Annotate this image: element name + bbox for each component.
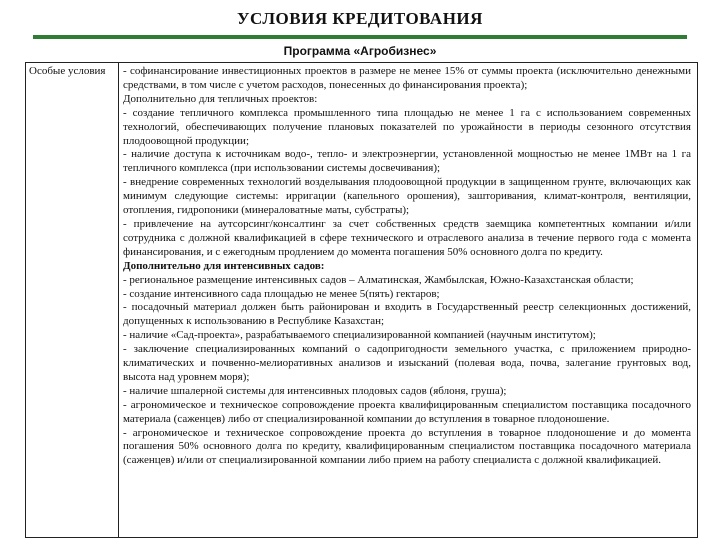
conditions-table xyxy=(25,62,698,538)
condition-line: - софинансирование инвестиционных проектов в размере не менее 15% от суммы проекта (исключительно денежными средствами, в том числе с учетом расходов, понесенных до финансирования проекта); xyxy=(123,65,691,91)
condition-line: - заключение специализированных компаний о садопригодности земельного участка, с приложением природно-климатических и почвенно-мелиоративных анализов и изысканий (полевая вода, почва, залегание грунтовых вод, высота над уровнем моря); xyxy=(123,343,691,383)
title-underline xyxy=(33,35,687,39)
condition-line: - наличие шпалерной системы для интенсивных плодовых садов (яблоня, груша); xyxy=(123,384,507,397)
condition-line: - создание тепличного комплекса промышленного типа площадью не менее 1 га с использованием современных технологий, обеспечивающих получение плановых показателей по урожайности в периоды сезонного отсутствия плодоовощной продукции; xyxy=(123,106,691,147)
conditions-content xyxy=(123,65,691,468)
condition-line: Дополнительно для тепличных проектов: xyxy=(123,92,318,105)
section-heading: Дополнительно для интенсивных садов: xyxy=(123,259,325,272)
condition-line: - региональное размещение интенсивных садов – Алматинская, Жамбылская, Южно-Казахстанская области; xyxy=(123,273,634,286)
condition-line: - агрономическое и техническое сопровождение проекта квалифицированным специалистом поставщика посадочного материала (саженцев) либо от специализированной компании до вступления в товарное плодоношение. xyxy=(123,398,691,425)
row-label: Особые условия xyxy=(29,65,106,77)
program-subtitle: Программа «Агробизнес» xyxy=(283,44,437,58)
page-title: УСЛОВИЯ КРЕДИТОВАНИЯ xyxy=(237,9,483,28)
condition-line: - привлечение на аутсорсинг/консалтинг за счет собственных средств заемщика компетентных компании и/или сотрудника с должной квалификацией в сфере технического и отраслевого анализа в течение первого года с момента финансирования, и с ежегодным продлением до момента погашения 50% основного долга по кредиту. xyxy=(123,217,691,258)
condition-line: - наличие «Сад-проекта», разрабатываемого специализированной компанией (научным институтом); xyxy=(123,329,596,342)
condition-line: - наличие доступа к источникам водо-, тепло- и электроэнергии, установленной мощностью не менее 1МВт на 1 га тепличного комплекса (при использовании системы досвечивания); xyxy=(123,148,691,175)
condition-line: - посадочный материал должен быть районирован и входить в Государственный реестр селекционных достижений, допущенных к использованию в Республике Казахстан; xyxy=(123,301,691,328)
condition-line: - внедрение современных технологий возделывания плодоовощной продукции в защищенном грунте, включающих как минимум следующие системы: ирригации (капельного орошения), зашторивания, климат-контроля, вентиляции, отопления, гидропоники (минераловатные маты, субстраты); xyxy=(123,176,691,217)
column-divider xyxy=(118,63,119,537)
condition-line: - агрономическое и техническое сопровождение проекта до вступления в товарное плодоношение и до момента погашения 50% основного долга по кредиту, квалифицированным специалистом поставщика посадочного материала (саженцев) и/или от специализированной компании либо прием на работу специалиста с должной квалификацией. xyxy=(123,426,691,467)
condition-line: - создание интенсивного сада площадью не менее 5(пять) гектаров; xyxy=(123,287,440,300)
